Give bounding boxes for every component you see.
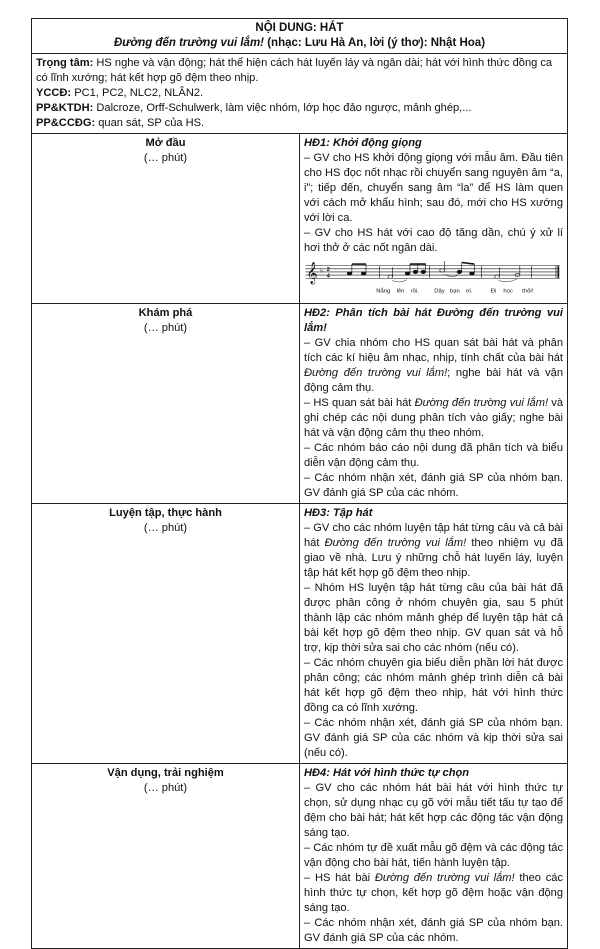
activity-paragraph — [304, 871, 563, 916]
staff-lines — [306, 266, 560, 279]
time-signature-bottom: 4 — [326, 273, 330, 280]
row-practice — [32, 504, 568, 764]
activity-paragraph: – Các nhóm chuyên gia biểu diễn phần lời hát được phân công; các nhóm mảnh ghép trình diễn cả bài hát kết hợp gõ đệm theo nhịp, hát với hình thức đồng ca có lĩnh xướng. — [304, 657, 563, 714]
step-name: Vận dụng, trải nghiệm — [107, 767, 224, 779]
step-name: Luyện tập, thực hành — [109, 507, 222, 519]
song-title-inline: Đường đến trường vui lắm! — [304, 367, 448, 379]
lyric: ơi. — [465, 288, 473, 295]
methods-line — [36, 101, 563, 116]
note — [470, 272, 475, 275]
activity-paragraph: – Các nhóm báo cáo nội dung đã phân tích và biểu diễn vận động cảm thụ. — [304, 442, 563, 469]
activity-paragraph: – GV cho các nhóm hát bài hát với hình thức tự chọn, sử dụng nhạc cụ gõ với mẫu tiết tấu tự tạo để đệm cho bài hát; hát kết hợp các động tác vận động sáng tạo. — [304, 782, 563, 839]
lyric: thôi! — [522, 288, 534, 295]
time-signature-top: 2 — [326, 267, 330, 274]
activity-title: HĐ1: Khởi động giọng — [304, 137, 422, 149]
song-credit: (nhạc: Lưu Hà An, lời (ý thơ): Nhật Hoa) — [264, 37, 486, 49]
competency-text: PC1, PC2, NLC2, NLÂN2. — [71, 87, 204, 99]
text: – HS hát bài — [304, 872, 375, 884]
activity-paragraph: – Các nhóm nhận xét, đánh giá SP của nhóm bạn. GV đánh giá SP của các nhóm. — [304, 472, 563, 499]
step-cell — [32, 134, 300, 304]
lesson-table — [31, 18, 568, 949]
row-apply — [32, 764, 568, 949]
methods-text: Dalcroze, Orff-Schulwerk, làm việc nhóm, lớp học đảo ngược, mảnh ghép,... — [93, 102, 472, 114]
lyric: Đi — [490, 288, 497, 295]
competency-label: YCCĐ: — [36, 87, 72, 99]
notes — [347, 261, 520, 278]
activity-title: HĐ2: Phân tích bài hát Đường đến trường vui lắm! — [304, 307, 563, 334]
note — [347, 272, 352, 275]
note — [457, 270, 462, 273]
note — [361, 272, 366, 275]
song-title: Đường đến trường vui lắm! — [113, 37, 265, 49]
music-staff-wrap — [304, 256, 563, 301]
activity-paragraph: – Các nhóm nhận xét, đánh giá SP của nhóm bạn. GV đánh giá SP của các nhóm và kịp thời sửa sai (nếu có). — [304, 717, 563, 759]
song-title-inline: Đường đến trường vui lắm! — [324, 537, 467, 549]
lyric: học — [503, 288, 513, 295]
step-cell — [32, 304, 300, 504]
activity-cell — [300, 304, 568, 504]
text: – GV chia nhóm cho HS quan sát bài hát và phân tích các kí hiệu âm nhạc, nhịp, tính chất của bài hát — [304, 337, 563, 364]
activity-paragraph: – Các nhóm tự đề xuất mẫu gõ đệm và các động tác vận động cho bài hát, tiến hành luyện tập. — [304, 842, 563, 869]
note — [405, 272, 410, 275]
step-time: (… phút) — [143, 522, 188, 534]
note — [421, 270, 426, 273]
info-row — [32, 54, 568, 134]
assessment-text: quan sát, SP của HS. — [95, 117, 205, 129]
activity-title: HĐ3: Tập hát — [304, 507, 373, 519]
activity-paragraph: – Các nhóm nhận xét, đánh giá SP của nhóm bạn. GV đánh giá SP của các nhóm. — [304, 917, 563, 944]
step-name: Khám phá — [138, 307, 193, 319]
row-explore — [32, 304, 568, 504]
note — [440, 269, 445, 272]
methods-label: PP&KTDH: — [36, 102, 94, 114]
treble-clef-icon: 𝄞 — [306, 263, 318, 284]
step-time: (… phút) — [143, 782, 188, 794]
text: theo các hình thức tự chọn, kết hợp gõ đệm hoặc vận động sáng tạo. — [304, 872, 563, 914]
title-cell — [32, 19, 568, 54]
activity-paragraph — [304, 521, 563, 581]
song-heading — [36, 36, 563, 51]
activity-paragraph: – GV cho HS hát với cao độ tăng dần, chú ý xử lí hơi thở ở các nốt ngân dài. — [304, 227, 563, 254]
music-staff — [304, 258, 563, 300]
note — [413, 270, 418, 273]
activity-title: HĐ4: Hát với hình thức tự chọn — [304, 767, 470, 779]
row-warmup — [32, 134, 568, 304]
focus-line — [36, 56, 563, 86]
note — [388, 275, 393, 278]
content-title: NỘI DUNG: HÁT — [255, 22, 344, 34]
lesson-page — [31, 18, 568, 949]
info-cell — [32, 54, 568, 134]
lyric: lên — [396, 288, 405, 295]
focus-label: Trọng tâm: — [36, 57, 94, 69]
lyric: Nắng — [376, 288, 391, 295]
flat-sign-icon: ♭ — [319, 267, 324, 275]
text: theo nhiệm vụ đã giao về nhà. Lưu ý những chỗ hát luyến láy, luyện tập hát kết hợp gõ đệm theo nhịp. — [304, 537, 563, 579]
activity-paragraph — [304, 396, 563, 441]
activity-paragraph — [304, 336, 563, 396]
activity-cell — [300, 134, 568, 304]
note — [495, 275, 500, 278]
step-cell — [32, 504, 300, 764]
song-title-inline: Đường đến trường vui lắm! — [374, 872, 515, 884]
step-time: (… phút) — [143, 322, 188, 334]
activity-cell — [300, 504, 568, 764]
competency-line — [36, 86, 563, 101]
step-time: (… phút) — [143, 152, 188, 164]
activity-paragraph: – GV cho HS khởi động giọng với mẫu âm. Đầu tiên cho HS đọc nốt nhạc rồi chuyển sang nguyên âm “a, i”; tiếp đến, chuyển sang âm “la” để HS làm quen với cách mở khẩu hình; sau đó, mới cho HS xướng với lời ca. — [304, 152, 563, 224]
text: ; nghe bài hát và vận động cảm thụ. — [304, 367, 563, 394]
activity-cell — [300, 764, 568, 949]
focus-text: HS nghe và vận động; hát thể hiện cách hát luyến láy và ngân dài; hát với hình thức đồng ca có lĩnh xướng; hát kết hợp gõ đệm theo nhịp. — [36, 57, 553, 84]
text: và ghi chép các nội dung phân tích vào giấy; nghe bài hát và vận động cảm thụ theo nhóm. — [304, 397, 563, 439]
activity-paragraph: – Nhóm HS luyện tập hát từng câu của bài hát đã được phân công ở nhóm chuyên gia, sau 5 phút thành lập các nhóm mảnh ghép để luyện tập hát cả bài kết hợp gõ đệm theo nhịp. GV quan sát và hỗ trợ, kịp thời sửa sai cho các nhóm (nếu có). — [304, 582, 563, 654]
text: – GV cho các nhóm luyện tập hát từng câu và cả bài hát — [304, 522, 563, 549]
song-title-inline: Đường đến trường vui lắm! — [414, 397, 549, 409]
text: – HS quan sát bài hát — [304, 397, 415, 409]
lyric: bạn — [449, 288, 460, 295]
assessment-label: PP&CCĐG: — [36, 117, 96, 129]
step-cell — [32, 764, 300, 949]
title-row — [32, 19, 568, 54]
assessment-line — [36, 116, 563, 131]
lyric: Dậy — [434, 288, 445, 295]
lyric: rồi. — [410, 288, 419, 295]
step-name: Mở đầu — [145, 137, 186, 149]
